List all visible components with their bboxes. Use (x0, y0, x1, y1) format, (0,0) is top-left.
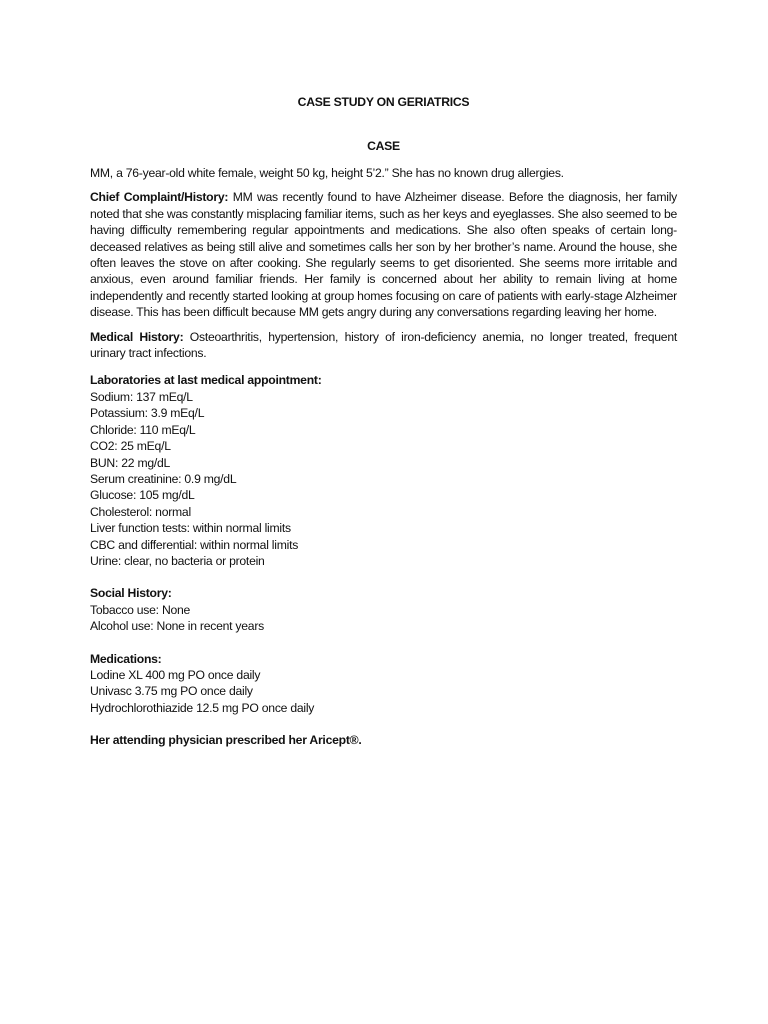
lab-item: CO2: 25 mEq/L (90, 439, 171, 454)
patient-intro: MM, a 76-year-old white female, weight 50 kg, height 5’2.” She has no known drug allergies. (90, 166, 564, 180)
lab-item: Urine: clear, no bacteria or protein (90, 553, 265, 568)
medication-item: Univasc 3.75 mg PO once daily (90, 684, 253, 699)
lab-item: Potassium: 3.9 mEq/L (90, 406, 205, 421)
chief-complaint-text: MM was recently found to have Alzheimer disease. Before the diagnosis, her family noted that she was constantly misplacing familiar items, such as her keys and eyeglasses. She also seemed to be having difficulty remembering regular appointments and medications. She also often speaks of certain long-deceased relatives as being still alive and sometimes calls her son by her brother’s name. Around the house, she often leaves the stove on after cooking. She regularly seems to get disoriented. She seems more irritable and anxious, even around familiar friends. Her family is concerned about her ability to remain living at home independently and recently started looking at group homes focusing on care of patients with early-stage Alzheimer disease. This has been difficult because MM gets angry during any conversations regarding leaving her home. (90, 190, 677, 320)
laboratories-section (90, 372, 677, 569)
chief-complaint-paragraph (90, 189, 677, 320)
medication-item: Hydrochlorothiazide 12.5 mg PO once daily (90, 700, 315, 715)
case-heading: CASE (367, 139, 400, 153)
lab-item: Chloride: 110 mEq/L (90, 422, 196, 437)
medication-item: Lodine XL 400 mg PO once daily (90, 667, 261, 682)
lab-item: Glucose: 105 mg/dL (90, 488, 195, 503)
lab-item: CBC and differential: within normal limits (90, 537, 299, 552)
document-page (90, 94, 677, 761)
social-history-item: Alcohol use: None in recent years (90, 619, 264, 634)
lab-item: Liver function tests: within normal limits (90, 521, 291, 536)
medical-history-text: Osteoarthritis, hypertension, history of iron-deficiency anemia, no longer treated, frequent urinary tract infections. (90, 329, 677, 361)
closing-statement: Her attending physician prescribed her Aricept®. (90, 733, 362, 748)
medical-history-label: Medical History: (90, 329, 184, 344)
medications-section (90, 651, 677, 717)
lab-item: Sodium: 137 mEq/L (90, 389, 193, 404)
medications-title: Medications: (90, 651, 162, 666)
document-title: CASE STUDY ON GERIATRICS (297, 95, 470, 109)
chief-complaint-label: Chief Complaint/History: (90, 190, 229, 205)
laboratories-title: Laboratories at last medical appointment: (90, 373, 322, 388)
medical-history-paragraph (90, 329, 677, 362)
social-history-section (90, 585, 677, 634)
lab-item: Serum creatinine: 0.9 mg/dL (90, 471, 237, 486)
social-history-title: Social History: (90, 586, 172, 601)
lab-item: BUN: 22 mg/dL (90, 455, 171, 470)
lab-item: Cholesterol: normal (90, 504, 191, 519)
social-history-item: Tobacco use: None (90, 602, 191, 617)
